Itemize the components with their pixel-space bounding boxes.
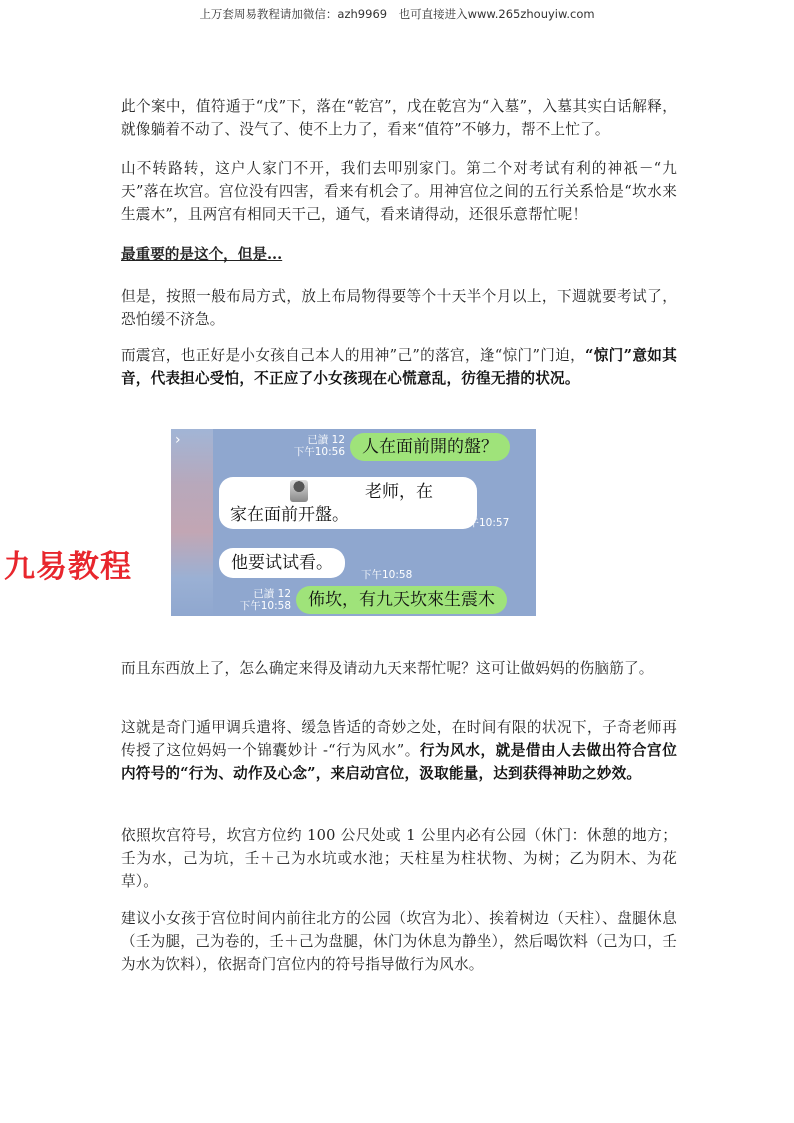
read-receipt: 已讀 12 bbox=[253, 588, 291, 600]
chat-bubble-outgoing: 佈坎，有九天坎來生震木 bbox=[296, 586, 507, 614]
back-chevron-icon: › bbox=[175, 432, 181, 448]
paragraph-2: 山不转路转，这户人家门不开，我们去叩别家门。第二个对考试有利的神祇－“九天”落在坎宫。宫位没有四害，看来有机会了。用神宫位之间的五行关系恰是“坎水来生震木”，且两宫有相同天干己，通气，看来请得动，还很乐意帮忙呢！ bbox=[121, 160, 677, 223]
chat-screenshot bbox=[171, 429, 536, 616]
chat-meta-1 bbox=[289, 434, 345, 458]
message-time: 下午10:58 bbox=[361, 569, 413, 581]
paragraph-4-text: 而震宫，也正好是小女孩自己本人的用神”己”的落宫，逢“惊门”门迫， bbox=[121, 347, 586, 364]
chat-meta-4 bbox=[229, 588, 291, 612]
page-header: 上万套周易教程请加微信：azh9969 也可直接进入www.265zhouyiw.com bbox=[199, 7, 595, 21]
sticker-avatar-icon bbox=[290, 480, 308, 502]
message-time: 下午10:57 bbox=[458, 517, 510, 529]
bubble-line-2: 家在面前开盤。 bbox=[230, 505, 349, 525]
chat-bubble-incoming: 他要试试看。 bbox=[219, 548, 345, 578]
section-heading: 最重要的是这个，但是... bbox=[121, 246, 283, 263]
paragraph-1: 此个案中，值符遁于“戊”下，落在“乾宫”，戊在乾宫为“入墓”，入墓其实白话解释，就像躺着不动了、没气了、使不上力了，看来“值符”不够力，帮不上忙了。 bbox=[121, 98, 677, 138]
chat-bubble-outgoing: 人在面前開的盤？ bbox=[350, 433, 510, 461]
paragraph-5: 而且东西放上了，怎么确定来得及请动九天来帮忙呢？这可让做妈妈的伤脑筋了。 bbox=[121, 660, 654, 677]
paragraph-6-text: 这就是奇门遁甲调兵遣将、缓急皆适的奇妙之处，在时间有限的状况下，子奇老师再传授了这位妈妈一个锦囊妙计 -“行为风水”。 bbox=[121, 719, 677, 759]
paragraph-8: 建议小女孩于宫位时间内前往北方的公园（坎宫为北）、挨着树边（天柱）、盘腿休息（壬为腿，己为卷的，壬＋己为盘腿，休门为休息为静坐），然后喝饮料（己为口，壬为水为饮料），依据奇门宫位内的符号指导做行为风水。 bbox=[121, 910, 677, 973]
paragraph-4-bold: “惊门”意如其音，代表担心受怕，不正应了小女孩现在心慌意乱，彷徨无措的状况。 bbox=[121, 347, 677, 387]
watermark-logo: 九易教程 bbox=[4, 549, 132, 585]
paragraph-3: 但是，按照一般布局方式，放上布局物得要等个十天半个月以上，下週就要考试了，恐怕缓不济急。 bbox=[121, 288, 677, 328]
chat-bubble-incoming bbox=[219, 477, 477, 529]
paragraph-4 bbox=[121, 344, 677, 390]
chat-left-strip bbox=[171, 429, 213, 616]
read-receipt: 已讀 12 bbox=[307, 434, 345, 446]
message-time: 下午10:56 bbox=[293, 446, 345, 458]
paragraph-6 bbox=[121, 716, 677, 785]
paragraph-7: 依照坎宫符号，坎宫方位约 100 公尺处或 1 公里内必有公园（休门：休憩的地方；壬为水，己为坑，壬＋己为水坑或水池；天柱星为柱状物、为树；乙为阴木、为花草）。 bbox=[121, 827, 677, 890]
paragraph-6-bold: 行为风水，就是借由人去做出符合宫位内符号的“行为、动作及心念”，来启动宫位，汲取能量，达到获得神助之妙效。 bbox=[121, 742, 677, 782]
message-time: 下午10:58 bbox=[239, 600, 291, 612]
bubble-line-1: 老师，在 bbox=[365, 482, 433, 502]
